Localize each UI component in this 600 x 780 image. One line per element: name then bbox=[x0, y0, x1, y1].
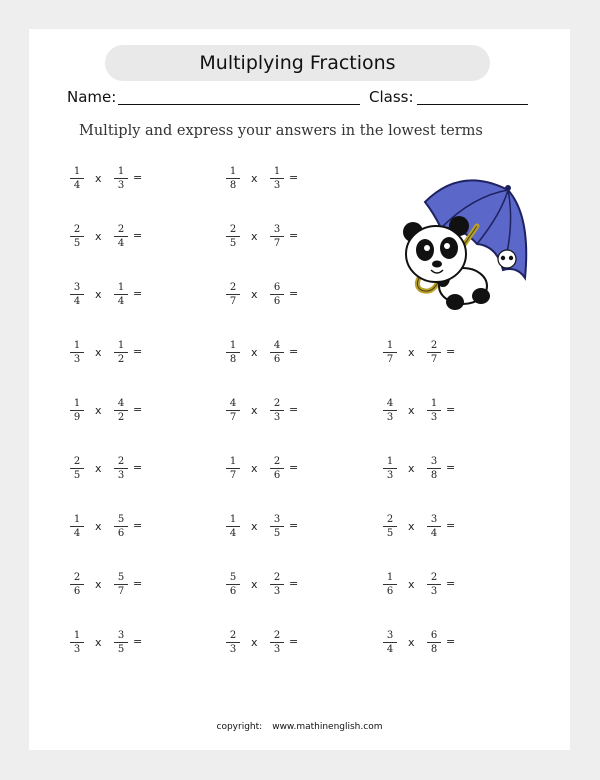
fraction-a-numerator: 2 bbox=[226, 630, 240, 643]
fraction-a-denominator: 5 bbox=[229, 238, 237, 249]
equals-sign: = bbox=[446, 345, 456, 358]
multiply-operator: x bbox=[95, 346, 102, 359]
multiply-operator: x bbox=[95, 288, 102, 301]
multiply-operator: x bbox=[408, 346, 415, 359]
fraction-a-denominator: 8 bbox=[229, 180, 237, 191]
fraction-a-numerator: 2 bbox=[70, 224, 84, 237]
multiply-operator: x bbox=[251, 636, 258, 649]
multiply-operator: x bbox=[95, 578, 102, 591]
equals-sign: = bbox=[289, 461, 299, 474]
problem-item bbox=[383, 456, 463, 482]
name-field[interactable] bbox=[118, 104, 360, 105]
fraction-b-numerator: 3 bbox=[270, 224, 284, 237]
fraction-b-numerator: 1 bbox=[114, 282, 128, 295]
fraction-b-numerator: 5 bbox=[114, 572, 128, 585]
fraction-a-denominator: 6 bbox=[386, 586, 394, 597]
fraction-a bbox=[226, 282, 240, 307]
multiply-operator: x bbox=[251, 346, 258, 359]
problem-item bbox=[226, 282, 306, 308]
problem-item bbox=[70, 224, 150, 250]
title-text: Multiplying Fractions bbox=[199, 52, 396, 74]
problem-item bbox=[226, 398, 306, 424]
fraction-b bbox=[114, 514, 128, 539]
equals-sign: = bbox=[289, 519, 299, 532]
fraction-b bbox=[270, 282, 284, 307]
fraction-a-numerator: 1 bbox=[226, 166, 240, 179]
fraction-b-denominator: 3 bbox=[273, 586, 281, 597]
equals-sign: = bbox=[289, 403, 299, 416]
fraction-a-denominator: 6 bbox=[229, 586, 237, 597]
fraction-a-numerator: 1 bbox=[70, 630, 84, 643]
multiply-operator: x bbox=[251, 520, 258, 533]
fraction-b-numerator: 6 bbox=[270, 282, 284, 295]
fraction-a-numerator: 1 bbox=[226, 514, 240, 527]
fraction-b-numerator: 1 bbox=[114, 340, 128, 353]
problem-item bbox=[226, 224, 306, 250]
fraction-b bbox=[427, 456, 441, 481]
fraction-b-denominator: 3 bbox=[117, 180, 125, 191]
multiply-operator: x bbox=[95, 520, 102, 533]
fraction-a bbox=[70, 398, 84, 423]
multiply-operator: x bbox=[408, 636, 415, 649]
problem-item bbox=[70, 340, 150, 366]
fraction-a-denominator: 5 bbox=[73, 238, 81, 249]
fraction-a bbox=[226, 630, 240, 655]
fraction-b-numerator: 1 bbox=[270, 166, 284, 179]
fraction-b bbox=[270, 398, 284, 423]
multiply-operator: x bbox=[408, 462, 415, 475]
fraction-b-numerator: 2 bbox=[427, 572, 441, 585]
fraction-a-numerator: 4 bbox=[226, 398, 240, 411]
fraction-a-numerator: 2 bbox=[226, 282, 240, 295]
fraction-b-denominator: 6 bbox=[117, 528, 125, 539]
equals-sign: = bbox=[133, 635, 143, 648]
fraction-b-denominator: 2 bbox=[117, 412, 125, 423]
multiply-operator: x bbox=[95, 404, 102, 417]
fraction-b bbox=[114, 166, 128, 191]
fraction-b bbox=[270, 340, 284, 365]
fraction-b-numerator: 1 bbox=[427, 398, 441, 411]
fraction-a-denominator: 3 bbox=[386, 470, 394, 481]
fraction-a bbox=[383, 340, 397, 365]
fraction-b bbox=[114, 282, 128, 307]
fraction-b-denominator: 6 bbox=[273, 470, 281, 481]
fraction-a bbox=[226, 572, 240, 597]
fraction-a bbox=[70, 572, 84, 597]
class-label: Class: bbox=[369, 88, 414, 106]
multiply-operator: x bbox=[95, 230, 102, 243]
fraction-b-denominator: 7 bbox=[117, 586, 125, 597]
problem-item bbox=[383, 340, 463, 366]
fraction-b-denominator: 7 bbox=[430, 354, 438, 365]
fraction-a-numerator: 4 bbox=[383, 398, 397, 411]
fraction-a bbox=[226, 398, 240, 423]
problem-item bbox=[383, 398, 463, 424]
fraction-a-numerator: 1 bbox=[226, 340, 240, 353]
fraction-b-numerator: 3 bbox=[270, 514, 284, 527]
fraction-a-numerator: 1 bbox=[383, 456, 397, 469]
fraction-a bbox=[70, 282, 84, 307]
fraction-b-numerator: 2 bbox=[270, 572, 284, 585]
problem-item bbox=[70, 514, 150, 540]
fraction-a-numerator: 2 bbox=[383, 514, 397, 527]
fraction-a-denominator: 3 bbox=[73, 644, 81, 655]
fraction-b-numerator: 6 bbox=[427, 630, 441, 643]
problem-item bbox=[383, 630, 463, 656]
fraction-a bbox=[70, 456, 84, 481]
fraction-a-numerator: 1 bbox=[383, 340, 397, 353]
fraction-a bbox=[70, 224, 84, 249]
equals-sign: = bbox=[133, 461, 143, 474]
panda-with-umbrella-illustration bbox=[381, 166, 531, 316]
fraction-a bbox=[383, 456, 397, 481]
fraction-b-denominator: 4 bbox=[117, 296, 125, 307]
fraction-b bbox=[270, 166, 284, 191]
fraction-a bbox=[70, 514, 84, 539]
problem-item bbox=[226, 456, 306, 482]
multiply-operator: x bbox=[251, 288, 258, 301]
multiply-operator: x bbox=[251, 230, 258, 243]
problem-item bbox=[226, 166, 306, 192]
equals-sign: = bbox=[133, 345, 143, 358]
worksheet-title bbox=[105, 45, 490, 81]
fraction-b-numerator: 4 bbox=[114, 398, 128, 411]
fraction-b-denominator: 3 bbox=[273, 180, 281, 191]
fraction-b bbox=[427, 572, 441, 597]
fraction-a-numerator: 1 bbox=[226, 456, 240, 469]
fraction-a bbox=[70, 166, 84, 191]
equals-sign: = bbox=[133, 171, 143, 184]
fraction-a-numerator: 2 bbox=[70, 456, 84, 469]
fraction-a-denominator: 3 bbox=[229, 644, 237, 655]
equals-sign: = bbox=[133, 403, 143, 416]
class-field[interactable] bbox=[417, 104, 528, 105]
fraction-b-numerator: 2 bbox=[114, 224, 128, 237]
fraction-a-denominator: 3 bbox=[386, 412, 394, 423]
multiply-operator: x bbox=[251, 462, 258, 475]
fraction-b bbox=[270, 224, 284, 249]
fraction-a-numerator: 2 bbox=[226, 224, 240, 237]
fraction-b bbox=[270, 456, 284, 481]
fraction-b bbox=[270, 572, 284, 597]
equals-sign: = bbox=[133, 519, 143, 532]
fraction-a-numerator: 1 bbox=[70, 340, 84, 353]
problem-item bbox=[70, 630, 150, 656]
fraction-a-denominator: 5 bbox=[73, 470, 81, 481]
fraction-a-numerator: 1 bbox=[70, 398, 84, 411]
multiply-operator: x bbox=[95, 462, 102, 475]
multiply-operator: x bbox=[408, 520, 415, 533]
fraction-b bbox=[114, 572, 128, 597]
problem-item bbox=[226, 340, 306, 366]
fraction-a-numerator: 1 bbox=[70, 166, 84, 179]
equals-sign: = bbox=[289, 345, 299, 358]
fraction-b bbox=[270, 514, 284, 539]
fraction-b-denominator: 5 bbox=[273, 528, 281, 539]
fraction-a-denominator: 4 bbox=[229, 528, 237, 539]
fraction-b-numerator: 3 bbox=[427, 514, 441, 527]
equals-sign: = bbox=[133, 229, 143, 242]
fraction-b-numerator: 2 bbox=[270, 630, 284, 643]
equals-sign: = bbox=[289, 577, 299, 590]
problem-item bbox=[226, 630, 306, 656]
equals-sign: = bbox=[289, 635, 299, 648]
problem-item bbox=[70, 166, 150, 192]
fraction-b bbox=[427, 514, 441, 539]
fraction-b-numerator: 1 bbox=[114, 166, 128, 179]
fraction-a bbox=[226, 456, 240, 481]
fraction-a-numerator: 5 bbox=[226, 572, 240, 585]
problem-item bbox=[70, 398, 150, 424]
fraction-a bbox=[383, 630, 397, 655]
problem-item bbox=[226, 572, 306, 598]
fraction-a-numerator: 3 bbox=[383, 630, 397, 643]
fraction-a-numerator: 2 bbox=[70, 572, 84, 585]
problem-item bbox=[70, 572, 150, 598]
multiply-operator: x bbox=[95, 636, 102, 649]
fraction-b bbox=[114, 340, 128, 365]
fraction-b bbox=[427, 340, 441, 365]
fraction-a-denominator: 4 bbox=[73, 180, 81, 191]
footer bbox=[29, 722, 570, 732]
fraction-a bbox=[383, 514, 397, 539]
fraction-b-numerator: 2 bbox=[270, 456, 284, 469]
fraction-b bbox=[270, 630, 284, 655]
problem-item bbox=[70, 282, 150, 308]
fraction-b-denominator: 4 bbox=[430, 528, 438, 539]
equals-sign: = bbox=[289, 171, 299, 184]
fraction-b-numerator: 3 bbox=[427, 456, 441, 469]
fraction-b-denominator: 6 bbox=[273, 296, 281, 307]
multiply-operator: x bbox=[251, 404, 258, 417]
fraction-a-denominator: 6 bbox=[73, 586, 81, 597]
problem-item bbox=[383, 514, 463, 540]
fraction-a bbox=[383, 398, 397, 423]
fraction-b-denominator: 2 bbox=[117, 354, 125, 365]
fraction-a-denominator: 7 bbox=[229, 296, 237, 307]
fraction-b-numerator: 2 bbox=[270, 398, 284, 411]
fraction-a-denominator: 7 bbox=[229, 412, 237, 423]
fraction-b bbox=[427, 630, 441, 655]
fraction-b-numerator: 2 bbox=[114, 456, 128, 469]
fraction-a-numerator: 1 bbox=[383, 572, 397, 585]
fraction-a-denominator: 5 bbox=[386, 528, 394, 539]
multiply-operator: x bbox=[251, 578, 258, 591]
fraction-b bbox=[114, 630, 128, 655]
fraction-b-denominator: 8 bbox=[430, 470, 438, 481]
fraction-a-denominator: 7 bbox=[386, 354, 394, 365]
equals-sign: = bbox=[446, 403, 456, 416]
fraction-a-denominator: 9 bbox=[73, 412, 81, 423]
fraction-b-denominator: 4 bbox=[117, 238, 125, 249]
equals-sign: = bbox=[289, 229, 299, 242]
equals-sign: = bbox=[133, 287, 143, 300]
fraction-a-denominator: 8 bbox=[229, 354, 237, 365]
fraction-a bbox=[383, 572, 397, 597]
fraction-a bbox=[226, 514, 240, 539]
equals-sign: = bbox=[133, 577, 143, 590]
fraction-b bbox=[114, 398, 128, 423]
multiply-operator: x bbox=[95, 172, 102, 185]
fraction-a-denominator: 3 bbox=[73, 354, 81, 365]
fraction-a bbox=[226, 166, 240, 191]
equals-sign: = bbox=[289, 287, 299, 300]
fraction-b bbox=[114, 456, 128, 481]
problem-item bbox=[226, 514, 306, 540]
instructions: Multiply and express your answers in the lowest terms bbox=[79, 123, 483, 139]
fraction-b-denominator: 3 bbox=[430, 586, 438, 597]
fraction-b-denominator: 3 bbox=[430, 412, 438, 423]
multiply-operator: x bbox=[251, 172, 258, 185]
problem-item bbox=[70, 456, 150, 482]
fraction-b-numerator: 4 bbox=[270, 340, 284, 353]
worksheet-page bbox=[29, 29, 570, 750]
fraction-b-denominator: 7 bbox=[273, 238, 281, 249]
name-label: Name: bbox=[67, 88, 117, 106]
footer-url[interactable]: www.mathinenglish.com bbox=[272, 722, 383, 732]
fraction-a-denominator: 4 bbox=[73, 296, 81, 307]
fraction-b-numerator: 2 bbox=[427, 340, 441, 353]
fraction-a bbox=[226, 340, 240, 365]
fraction-a-denominator: 7 bbox=[229, 470, 237, 481]
copyright-label: copyright: bbox=[216, 722, 263, 732]
fraction-b-denominator: 3 bbox=[273, 644, 281, 655]
equals-sign: = bbox=[446, 461, 456, 474]
fraction-a-numerator: 1 bbox=[70, 514, 84, 527]
fraction-a bbox=[70, 630, 84, 655]
fraction-a-denominator: 4 bbox=[386, 644, 394, 655]
equals-sign: = bbox=[446, 635, 456, 648]
fraction-b bbox=[427, 398, 441, 423]
fraction-b-denominator: 8 bbox=[430, 644, 438, 655]
equals-sign: = bbox=[446, 577, 456, 590]
fraction-b-numerator: 5 bbox=[114, 514, 128, 527]
fraction-b-denominator: 6 bbox=[273, 354, 281, 365]
fraction-b-denominator: 5 bbox=[117, 644, 125, 655]
problem-item bbox=[383, 572, 463, 598]
equals-sign: = bbox=[446, 519, 456, 532]
fraction-b-denominator: 3 bbox=[117, 470, 125, 481]
fraction-b bbox=[114, 224, 128, 249]
multiply-operator: x bbox=[408, 404, 415, 417]
multiply-operator: x bbox=[408, 578, 415, 591]
fraction-a-numerator: 3 bbox=[70, 282, 84, 295]
fraction-b-denominator: 3 bbox=[273, 412, 281, 423]
fraction-b-numerator: 3 bbox=[114, 630, 128, 643]
fraction-a bbox=[226, 224, 240, 249]
fraction-a-denominator: 4 bbox=[73, 528, 81, 539]
fraction-a bbox=[70, 340, 84, 365]
